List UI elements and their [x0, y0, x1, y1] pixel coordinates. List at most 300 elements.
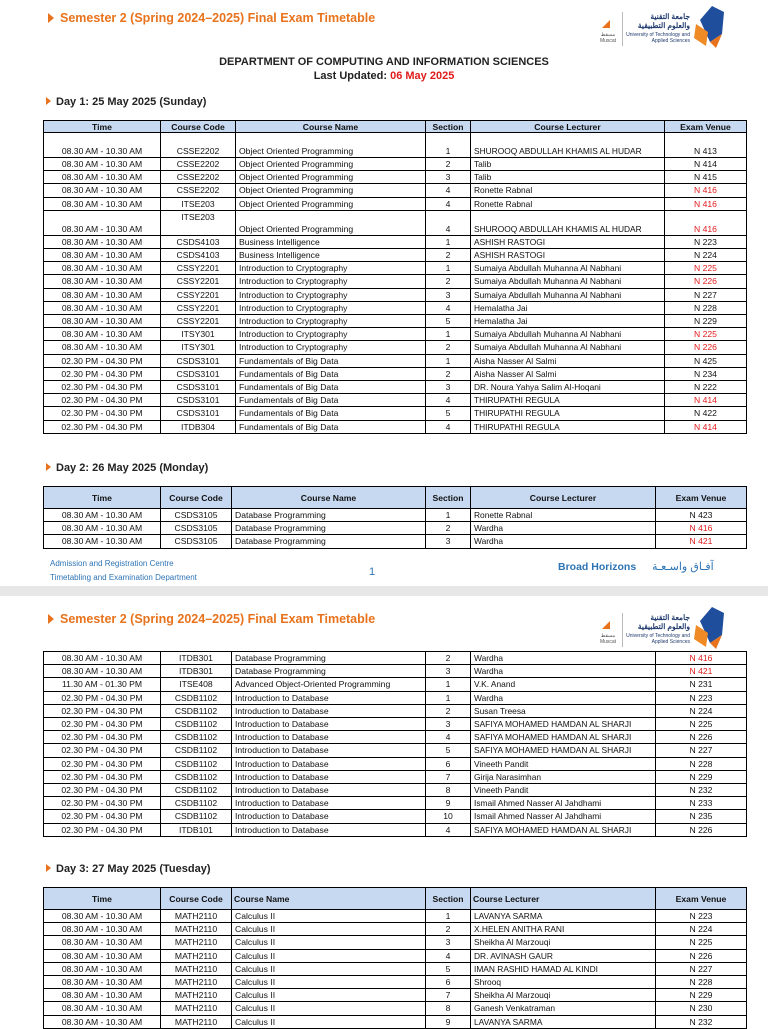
- table-row: [44, 197, 747, 210]
- cell-course-code: ITSE408: [161, 678, 232, 691]
- cell-lecturer: SHUROOQ ABDULLAH KHAMIS AL HUDAR: [471, 133, 665, 158]
- cell-course-code: MATH2110: [161, 910, 232, 923]
- cell-venue: N 225: [665, 262, 747, 275]
- table-row: [44, 367, 747, 380]
- cell-course-name: Introduction to Database: [232, 744, 426, 757]
- cell-section: 4: [426, 184, 471, 197]
- last-updated-date: 06 May 2025: [390, 70, 455, 82]
- cell-section: 4: [426, 394, 471, 407]
- cell-lecturer: DR. AVINASH GAUR: [471, 949, 656, 962]
- logo-arabic-name: جامعة التقنية والعلوم التطبيقية: [637, 12, 690, 30]
- cell-venue: N 227: [656, 962, 747, 975]
- cell-lecturer: Sumaiya Abdullah Muhanna Al Nabhani: [471, 262, 665, 275]
- cell-venue: N 229: [656, 989, 747, 1002]
- cell-course-name: Database Programming: [232, 522, 426, 535]
- cell-course-code: MATH2110: [161, 923, 232, 936]
- cell-course-name: Calculus II: [232, 989, 426, 1002]
- cell-lecturer: Ronette Rabnal: [471, 197, 665, 210]
- table-row: [44, 328, 747, 341]
- table-row: [44, 757, 747, 770]
- cell-venue: N 227: [665, 288, 747, 301]
- table-row: [44, 262, 747, 275]
- cell-course-code: CSDS3101: [161, 407, 236, 420]
- timetable-title: [48, 612, 375, 626]
- cell-section: 6: [426, 757, 471, 770]
- footer-tagline: Broad Horizons: [558, 561, 637, 573]
- muscat-mark-icon: [602, 621, 610, 629]
- cell-course-name: Introduction to Database: [232, 704, 426, 717]
- cell-course-name: Advanced Object-Oriented Programming: [232, 678, 426, 691]
- table-row: [44, 936, 747, 949]
- muscat-mark-icon: [602, 20, 610, 28]
- page-break: [0, 586, 768, 596]
- cell-course-code: ITDB301: [161, 652, 232, 665]
- cell-section: 3: [426, 288, 471, 301]
- day3-heading-text: Day 3: 27 May 2025 (Tuesday): [56, 863, 211, 875]
- cell-section: 4: [426, 731, 471, 744]
- table-row: [44, 652, 747, 665]
- cell-section: 2: [426, 367, 471, 380]
- table-header-row: [44, 121, 747, 133]
- table-row: [44, 315, 747, 328]
- table-header-row: [44, 888, 747, 910]
- university-emblem-icon: [692, 603, 728, 651]
- university-logo: [594, 603, 734, 653]
- cell-course-name: Object Oriented Programming: [236, 133, 426, 158]
- cell-course-name: Object Oriented Programming: [236, 184, 426, 197]
- cell-section: 8: [426, 784, 471, 797]
- table-row: [44, 341, 747, 354]
- cell-time: 08.30 AM - 10.30 AM: [44, 301, 161, 314]
- cell-venue: N 226: [665, 341, 747, 354]
- table-row: [44, 381, 747, 394]
- cell-course-code: MATH2110: [161, 936, 232, 949]
- cell-lecturer: Hemalatha Jai: [471, 315, 665, 328]
- cell-venue: N 229: [665, 315, 747, 328]
- cell-course-code: ITSY301: [161, 341, 236, 354]
- cell-section: 1: [426, 509, 471, 522]
- cell-time: 02.30 PM - 04.30 PM: [44, 823, 161, 836]
- cell-course-name: Fundamentals of Big Data: [236, 420, 426, 433]
- cell-lecturer: Wardha: [471, 691, 656, 704]
- cell-course-code: ITSE203: [161, 210, 236, 235]
- day2-heading-text: Day 2: 26 May 2025 (Monday): [56, 462, 209, 474]
- cell-lecturer: V.K. Anand: [471, 678, 656, 691]
- cell-time: 08.30 AM - 10.30 AM: [44, 315, 161, 328]
- cell-section: 2: [426, 341, 471, 354]
- cell-venue: N 226: [656, 731, 747, 744]
- col-course-name: Course Name: [236, 121, 426, 133]
- cell-venue: N 234: [665, 367, 747, 380]
- cell-lecturer: Aisha Nasser Al Salmi: [471, 367, 665, 380]
- cell-venue: N 415: [665, 171, 747, 184]
- logo-english-name: University of Technology and Applied Sciences: [626, 633, 690, 645]
- cell-course-name: Introduction to Cryptography: [236, 341, 426, 354]
- timetable-title-text: Semester 2 (Spring 2024–2025) Final Exam Timetable: [60, 612, 376, 626]
- col-section: Section: [426, 487, 471, 509]
- cell-time: 02.30 PM - 04.30 PM: [44, 420, 161, 433]
- cell-course-name: Object Oriented Programming: [236, 158, 426, 171]
- cell-section: 5: [426, 744, 471, 757]
- cell-course-name: Fundamentals of Big Data: [236, 367, 426, 380]
- table-row: [44, 407, 747, 420]
- cell-course-name: Calculus II: [232, 923, 426, 936]
- col-venue: Exam Venue: [656, 487, 747, 509]
- logo-divider: [622, 613, 623, 647]
- cell-venue: N 226: [656, 949, 747, 962]
- table-row: [44, 770, 747, 783]
- cell-lecturer: Talib: [471, 171, 665, 184]
- cell-course-code: MATH2110: [161, 976, 232, 989]
- cell-course-name: Database Programming: [232, 665, 426, 678]
- cell-lecturer: Ronette Rabnal: [471, 509, 656, 522]
- table-row: [44, 810, 747, 823]
- cell-time: 08.30 AM - 10.30 AM: [44, 949, 161, 962]
- cell-section: 2: [426, 704, 471, 717]
- cell-section: 1: [426, 678, 471, 691]
- cell-lecturer: SAFIYA MOHAMED HAMDAN AL SHARJI: [471, 823, 656, 836]
- cell-course-code: CSDS3101: [161, 394, 236, 407]
- cell-time: 08.30 AM - 10.30 AM: [44, 522, 161, 535]
- cell-section: 4: [426, 197, 471, 210]
- cell-course-name: Calculus II: [232, 936, 426, 949]
- cell-lecturer: Sumaiya Abdullah Muhanna Al Nabhani: [471, 275, 665, 288]
- cell-section: 10: [426, 810, 471, 823]
- table-row: [44, 744, 747, 757]
- cell-course-code: MATH2110: [161, 962, 232, 975]
- cell-course-name: Introduction to Database: [232, 810, 426, 823]
- table-row: [44, 420, 747, 433]
- table-row: [44, 718, 747, 731]
- cell-venue: N 425: [665, 354, 747, 367]
- cell-course-code: CSSE2202: [161, 184, 236, 197]
- cell-venue: N 421: [656, 665, 747, 678]
- col-time: Time: [44, 121, 161, 133]
- page-number: 1: [369, 566, 376, 578]
- col-venue: Exam Venue: [665, 121, 747, 133]
- cell-time: 02.30 PM - 04.30 PM: [44, 744, 161, 757]
- cell-section: 4: [426, 823, 471, 836]
- cell-section: 1: [426, 354, 471, 367]
- cell-course-name: Business Intelligence: [236, 235, 426, 248]
- cell-time: 02.30 PM - 04.30 PM: [44, 797, 161, 810]
- cell-course-code: CSSY2201: [161, 315, 236, 328]
- cell-time: 08.30 AM - 10.30 AM: [44, 184, 161, 197]
- cell-course-name: Introduction to Database: [232, 770, 426, 783]
- cell-section: 5: [426, 407, 471, 420]
- cell-course-code: CSSE2202: [161, 133, 236, 158]
- cell-time: 02.30 PM - 04.30 PM: [44, 407, 161, 420]
- day2-heading: [46, 462, 208, 474]
- cell-section: 4: [426, 949, 471, 962]
- cell-venue: N 413: [665, 133, 747, 158]
- day1-heading-text: Day 1: 25 May 2025 (Sunday): [56, 96, 207, 108]
- cell-time: 08.30 AM - 10.30 AM: [44, 989, 161, 1002]
- cell-lecturer: IMAN RASHID HAMAD AL KINDI: [471, 962, 656, 975]
- cell-course-code: CSDB1102: [161, 784, 232, 797]
- timetable-title: [48, 11, 375, 25]
- cell-venue: N 223: [665, 235, 747, 248]
- cell-course-code: ITDB101: [161, 823, 232, 836]
- table-row: [44, 235, 747, 248]
- cell-time: 02.30 PM - 04.30 PM: [44, 704, 161, 717]
- cell-venue: N 225: [656, 718, 747, 731]
- cell-section: 2: [426, 275, 471, 288]
- cell-course-name: Introduction to Database: [232, 691, 426, 704]
- cell-course-code: CSDS3105: [161, 522, 232, 535]
- university-emblem-icon: [692, 2, 728, 50]
- triangle-bullet-icon: [46, 97, 51, 105]
- table-row: [44, 1015, 747, 1028]
- cell-lecturer: Sumaiya Abdullah Muhanna Al Nabhani: [471, 288, 665, 301]
- cell-time: 02.30 PM - 04.30 PM: [44, 367, 161, 380]
- cell-venue: N 225: [656, 936, 747, 949]
- cell-lecturer: Wardha: [471, 535, 656, 548]
- page-footer: [0, 554, 768, 586]
- logo-small-text: مسقط Muscat: [599, 32, 617, 44]
- cell-course-name: Introduction to Cryptography: [236, 315, 426, 328]
- cell-lecturer: THIRUPATHI REGULA: [471, 394, 665, 407]
- cell-time: 08.30 AM - 10.30 AM: [44, 976, 161, 989]
- cell-course-code: MATH2110: [161, 1002, 232, 1015]
- cell-lecturer: THIRUPATHI REGULA: [471, 420, 665, 433]
- cell-venue: N 224: [656, 704, 747, 717]
- footer-admission: [50, 557, 197, 585]
- cell-course-code: ITDB301: [161, 665, 232, 678]
- cell-section: 1: [426, 910, 471, 923]
- day3-table: [43, 887, 747, 1029]
- day2-table: [43, 486, 747, 549]
- cell-venue: N 231: [656, 678, 747, 691]
- timetable-title-text: Semester 2 (Spring 2024–2025) Final Exam Timetable: [60, 11, 376, 25]
- cell-venue: N 230: [656, 1002, 747, 1015]
- triangle-bullet-icon: [48, 13, 54, 23]
- table-row: [44, 354, 747, 367]
- table-row: [44, 976, 747, 989]
- cell-course-name: Fundamentals of Big Data: [236, 407, 426, 420]
- col-venue: Exam Venue: [656, 888, 747, 910]
- cell-course-code: CSSY2201: [161, 275, 236, 288]
- cell-course-name: Introduction to Database: [232, 718, 426, 731]
- logo-divider: [622, 12, 623, 46]
- cell-lecturer: Girija Narasimhan: [471, 770, 656, 783]
- cell-course-code: CSDS3101: [161, 381, 236, 394]
- cell-time: 08.30 AM - 10.30 AM: [44, 197, 161, 210]
- table-row: [44, 949, 747, 962]
- cell-time: 02.30 PM - 04.30 PM: [44, 770, 161, 783]
- cell-lecturer: X.HELEN ANITHA RANI: [471, 923, 656, 936]
- cell-section: 1: [426, 691, 471, 704]
- cell-lecturer: Sumaiya Abdullah Muhanna Al Nabhani: [471, 328, 665, 341]
- cell-section: 9: [426, 797, 471, 810]
- cell-venue: N 414: [665, 394, 747, 407]
- cell-venue: N 224: [665, 249, 747, 262]
- cell-course-code: CSDB1102: [161, 691, 232, 704]
- cell-time: 11.30 AM - 01.30 PM: [44, 678, 161, 691]
- cell-venue: N 232: [656, 1015, 747, 1028]
- cell-section: 7: [426, 770, 471, 783]
- table-row: [44, 249, 747, 262]
- cell-section: 5: [426, 962, 471, 975]
- cell-course-name: Introduction to Cryptography: [236, 288, 426, 301]
- cell-time: 02.30 PM - 04.30 PM: [44, 691, 161, 704]
- cell-venue: N 416: [656, 652, 747, 665]
- cell-section: 9: [426, 1015, 471, 1028]
- cell-time: 02.30 PM - 04.30 PM: [44, 784, 161, 797]
- footer-admission-line1: Admission and Registration Centre: [50, 559, 174, 568]
- cell-time: 08.30 AM - 10.30 AM: [44, 936, 161, 949]
- cell-course-name: Introduction to Database: [232, 757, 426, 770]
- cell-course-code: CSDB1102: [161, 797, 232, 810]
- cell-course-name: Calculus II: [232, 910, 426, 923]
- cell-course-name: Introduction to Database: [232, 823, 426, 836]
- cell-section: 1: [426, 328, 471, 341]
- cell-course-code: CSDB1102: [161, 770, 232, 783]
- cell-section: 7: [426, 989, 471, 1002]
- cell-venue: N 229: [656, 770, 747, 783]
- cell-time: 08.30 AM - 10.30 AM: [44, 249, 161, 262]
- day3-heading: [46, 863, 210, 875]
- col-section: Section: [426, 121, 471, 133]
- cell-time: 08.30 AM - 10.30 AM: [44, 262, 161, 275]
- cell-course-code: ITSE203: [161, 197, 236, 210]
- cell-venue: N 228: [656, 976, 747, 989]
- cell-section: 4: [426, 420, 471, 433]
- cell-course-name: Introduction to Database: [232, 784, 426, 797]
- cell-section: 1: [426, 133, 471, 158]
- cell-venue: N 416: [665, 210, 747, 235]
- cell-venue: N 232: [656, 784, 747, 797]
- cell-section: 3: [426, 936, 471, 949]
- cell-time: 08.30 AM - 10.30 AM: [44, 509, 161, 522]
- cell-course-name: Database Programming: [232, 509, 426, 522]
- table-row: [44, 133, 747, 158]
- cell-course-name: Introduction to Cryptography: [236, 275, 426, 288]
- cell-section: 1: [426, 262, 471, 275]
- cell-time: 02.30 PM - 04.30 PM: [44, 731, 161, 744]
- cell-course-code: ITSY301: [161, 328, 236, 341]
- cell-lecturer: Susan Treesa: [471, 704, 656, 717]
- cell-course-name: Fundamentals of Big Data: [236, 394, 426, 407]
- cell-time: 08.30 AM - 10.30 AM: [44, 910, 161, 923]
- table-row: [44, 989, 747, 1002]
- cell-lecturer: SHUROOQ ABDULLAH KHAMIS AL HUDAR: [471, 210, 665, 235]
- cell-venue: N 233: [656, 797, 747, 810]
- cell-venue: N 414: [665, 420, 747, 433]
- cell-lecturer: Ismail Ahmed Nasser Al Jahdhami: [471, 797, 656, 810]
- table-row: [44, 691, 747, 704]
- cell-time: 02.30 PM - 04.30 PM: [44, 381, 161, 394]
- cell-course-name: Introduction to Database: [232, 797, 426, 810]
- cell-venue: N 228: [665, 301, 747, 314]
- cell-venue: N 414: [665, 158, 747, 171]
- table-row: [44, 535, 747, 548]
- cell-lecturer: Hemalatha Jai: [471, 301, 665, 314]
- cell-section: 3: [426, 718, 471, 731]
- cell-venue: N 416: [656, 522, 747, 535]
- table-row: [44, 784, 747, 797]
- cell-lecturer: Talib: [471, 158, 665, 171]
- cell-course-name: Business Intelligence: [236, 249, 426, 262]
- table-row: [44, 275, 747, 288]
- cell-time: 02.30 PM - 04.30 PM: [44, 354, 161, 367]
- logo-arabic-name: جامعة التقنية والعلوم التطبيقية: [637, 613, 690, 631]
- cell-time: 08.30 AM - 10.30 AM: [44, 341, 161, 354]
- table-row: [44, 823, 747, 836]
- cell-section: 4: [426, 210, 471, 235]
- cell-venue: N 423: [656, 509, 747, 522]
- table-row: [44, 171, 747, 184]
- cell-course-code: CSDB1102: [161, 731, 232, 744]
- cell-course-code: CSDB1102: [161, 757, 232, 770]
- cell-section: 8: [426, 1002, 471, 1015]
- footer-admission-line2: Timetabling and Examination Department: [50, 573, 197, 582]
- cell-course-name: Introduction to Cryptography: [236, 301, 426, 314]
- table-row: [44, 158, 747, 171]
- cell-course-name: Object Oriented Programming: [236, 197, 426, 210]
- col-time: Time: [44, 487, 161, 509]
- cell-course-code: CSDS3101: [161, 354, 236, 367]
- cell-section: 2: [426, 652, 471, 665]
- cell-course-code: CSDS3105: [161, 509, 232, 522]
- table-row: [44, 731, 747, 744]
- cell-time: 08.30 AM - 10.30 AM: [44, 923, 161, 936]
- cell-venue: N 416: [665, 184, 747, 197]
- table-header-row: [44, 487, 747, 509]
- footer-tagline-arabic: آفـاق واسـعـة: [652, 561, 714, 573]
- triangle-bullet-icon: [46, 463, 51, 471]
- cell-course-code: CSDS3101: [161, 367, 236, 380]
- cell-time: 02.30 PM - 04.30 PM: [44, 394, 161, 407]
- cell-course-code: CSDS4103: [161, 249, 236, 262]
- cell-time: 02.30 PM - 04.30 PM: [44, 810, 161, 823]
- cell-time: 08.30 AM - 10.30 AM: [44, 235, 161, 248]
- cell-course-name: Calculus II: [232, 949, 426, 962]
- cell-time: 08.30 AM - 10.30 AM: [44, 158, 161, 171]
- table-row: [44, 288, 747, 301]
- cell-venue: N 235: [656, 810, 747, 823]
- cell-course-name: Fundamentals of Big Data: [236, 381, 426, 394]
- triangle-bullet-icon: [46, 864, 51, 872]
- cell-section: 2: [426, 522, 471, 535]
- cell-course-name: Introduction to Cryptography: [236, 328, 426, 341]
- cell-lecturer: Sheikha Al Marzouqi: [471, 936, 656, 949]
- col-course-code: Course Code: [161, 121, 236, 133]
- cell-lecturer: Wardha: [471, 665, 656, 678]
- cell-venue: N 422: [665, 407, 747, 420]
- cell-course-code: CSDB1102: [161, 744, 232, 757]
- cell-venue: N 225: [665, 328, 747, 341]
- cell-course-name: Calculus II: [232, 1002, 426, 1015]
- col-lecturer: Course Lecturer: [471, 888, 656, 910]
- table-row: [44, 522, 747, 535]
- table-row: [44, 665, 747, 678]
- table-row: [44, 394, 747, 407]
- cell-course-name: Introduction to Database: [232, 731, 426, 744]
- logo-small-text: مسقط Muscat: [599, 633, 617, 645]
- cell-time: 08.30 AM - 10.30 AM: [44, 1002, 161, 1015]
- cell-lecturer: SAFIYA MOHAMED HAMDAN AL SHARJI: [471, 744, 656, 757]
- cell-course-name: Introduction to Cryptography: [236, 262, 426, 275]
- day1-heading: [46, 96, 206, 108]
- day1-table: [43, 120, 747, 434]
- cell-lecturer: DR. Noura Yahya Salim Al-Hoqani: [471, 381, 665, 394]
- cell-lecturer: Vineeth Pandit: [471, 784, 656, 797]
- cell-section: 5: [426, 315, 471, 328]
- col-section: Section: [426, 888, 471, 910]
- col-course-code: Course Code: [161, 487, 232, 509]
- table-row: [44, 678, 747, 691]
